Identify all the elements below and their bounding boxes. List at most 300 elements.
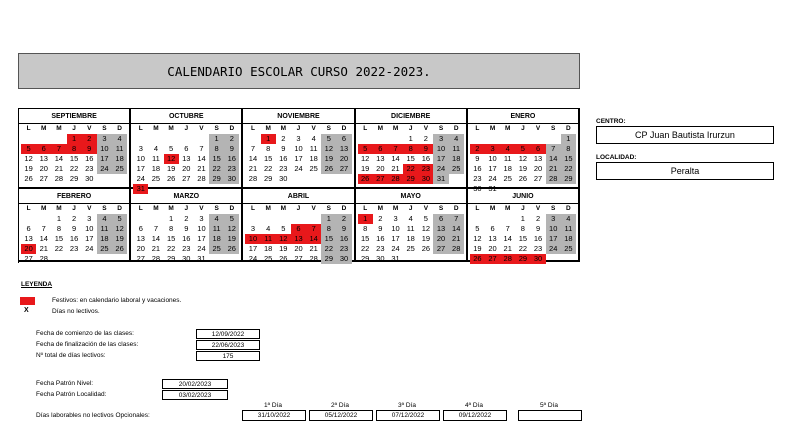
day-cell: 20: [433, 234, 448, 244]
day-cell: 10: [546, 224, 561, 234]
day-cell: 20: [294, 244, 303, 253]
day-cell: 6: [373, 144, 388, 154]
day-cell: 15: [406, 154, 415, 163]
days-grid: [468, 124, 578, 194]
weekday-header: L: [363, 125, 368, 132]
day-cell: 25: [561, 244, 576, 254]
opcional-day-head: 1ª Día: [264, 402, 282, 409]
day-cell: 26: [166, 174, 176, 183]
weekday-header: D: [341, 125, 347, 132]
day-cell: 22: [166, 244, 176, 253]
day-cell: 23: [533, 244, 543, 253]
days-grid: [131, 204, 241, 264]
holiday-swatch: [20, 297, 35, 305]
day-cell: 11: [261, 234, 276, 244]
day-cell: 17: [197, 234, 206, 243]
patron-nivel-value: 20/02/2023: [178, 380, 212, 388]
centro-label: CENTRO:: [596, 118, 626, 125]
day-cell: 31: [433, 174, 448, 184]
weekday-header: L: [26, 125, 31, 132]
day-cell: 8: [520, 224, 525, 233]
day-cell: 10: [197, 224, 206, 233]
day-cell: 3: [485, 144, 500, 154]
day-cell: 20: [488, 244, 497, 253]
weekday-header: L: [363, 205, 368, 212]
day-cell: 8: [363, 224, 368, 233]
day-cell: 7: [51, 144, 66, 154]
empty-cell: [194, 134, 209, 144]
day-cell: 21: [546, 164, 561, 174]
day-cell: 18: [309, 154, 318, 163]
day-cell: 12: [112, 224, 127, 234]
day-cell: 2: [336, 214, 351, 224]
day-cell: 18: [97, 234, 112, 244]
day-cell: 11: [209, 224, 224, 234]
day-cell: 15: [69, 154, 79, 163]
weekday-header: J: [408, 205, 413, 212]
day-cell: 27: [485, 254, 500, 264]
day-cell: 19: [321, 154, 336, 164]
day-cell: 19: [279, 244, 288, 253]
day-cell: 25: [503, 174, 512, 183]
day-cell: 8: [56, 224, 61, 233]
day-cell: 14: [54, 154, 64, 163]
day-cell: 23: [182, 244, 191, 253]
opcional-day-value: 31/10/2022: [257, 412, 291, 419]
day-cell: 12: [361, 154, 370, 163]
day-cell: 26: [470, 254, 485, 264]
day-cell: 4: [112, 134, 127, 144]
weekday-header: L: [250, 125, 255, 132]
day-cell: 5: [475, 224, 480, 233]
day-cell: 8: [321, 224, 336, 234]
weekday-header: M: [56, 125, 62, 132]
day-cell: 28: [151, 254, 161, 263]
weekday-header: M: [265, 125, 271, 132]
month-name: ABRIL: [243, 189, 353, 204]
weekday-header: J: [184, 205, 189, 212]
day-cell: 2: [224, 134, 239, 144]
empty-cell: [261, 214, 276, 224]
day-cell: 29: [209, 174, 224, 184]
empty-cell: [36, 134, 51, 144]
patron-nivel-field: [162, 379, 228, 389]
day-cell: 18: [503, 164, 512, 173]
empty-cell: [148, 134, 163, 144]
day-cell: 12: [421, 224, 431, 233]
centro-value: CP Juan Bautista Irurzun: [635, 130, 735, 140]
day-cell: 24: [294, 164, 303, 173]
opcional-day-field: [309, 410, 373, 421]
day-cell: 13: [433, 224, 448, 234]
day-cell: 7: [449, 214, 464, 224]
day-cell: 13: [533, 154, 543, 163]
day-cell: 15: [209, 154, 224, 164]
day-cell: 14: [306, 234, 321, 244]
weekday-header: V: [87, 125, 92, 132]
day-cell: 25: [97, 244, 112, 254]
day-cell: 1: [321, 214, 336, 224]
day-cell: 8: [403, 144, 418, 154]
day-cell: 1: [56, 214, 61, 223]
weekday-header: S: [551, 205, 556, 212]
calendar-grid: [18, 108, 580, 263]
day-cell: 27: [39, 174, 48, 183]
weekday-header: M: [489, 205, 496, 212]
weekday-header: D: [341, 205, 347, 212]
weekday-header: M: [168, 125, 174, 132]
day-cell: 7: [41, 224, 46, 233]
day-cell: 25: [263, 254, 273, 263]
day-cell: 20: [533, 164, 543, 173]
empty-cell: [36, 214, 51, 224]
comienzo-label: Fecha de comienzo de las clases:: [36, 330, 134, 337]
day-cell: 19: [112, 234, 127, 244]
empty-cell: [546, 134, 561, 144]
day-cell: 23: [336, 244, 351, 254]
day-cell: 4: [97, 214, 112, 224]
day-cell: 18: [561, 234, 576, 244]
day-cell: 11: [561, 224, 576, 234]
day-cell: 1: [520, 214, 525, 223]
patron-nivel-label: Fecha Patrón Nivel:: [36, 380, 94, 387]
day-cell: 6: [490, 224, 495, 233]
day-cell: 25: [112, 164, 127, 174]
empty-cell: [388, 134, 403, 144]
page-title-text: CALENDARIO ESCOLAR CURSO 2022-2023.: [167, 63, 431, 79]
day-cell: 25: [449, 164, 464, 174]
day-cell: 2: [535, 214, 541, 223]
day-cell: 14: [39, 234, 48, 243]
weekday-header: J: [408, 125, 413, 132]
day-cell: 13: [376, 154, 385, 163]
weekday-header: J: [296, 205, 301, 212]
day-cell: 2: [423, 134, 428, 143]
day-cell: 8: [209, 144, 224, 154]
weekday-header: S: [551, 125, 556, 132]
leyenda-festivos: Festivos: en calendario laboral y vacaciones.: [52, 297, 182, 304]
day-cell: 1: [561, 134, 576, 144]
weekday-header: M: [505, 125, 511, 132]
day-cell: 18: [449, 154, 464, 164]
empty-cell: [358, 134, 373, 144]
day-cell: 14: [248, 154, 258, 163]
patron-localidad-label: Fecha Patrón Localidad:: [36, 391, 107, 398]
day-cell: 10: [85, 224, 94, 233]
opcional-day-value: 05/12/2022: [324, 412, 358, 419]
day-cell: 5: [224, 214, 239, 224]
month-junio: [468, 189, 580, 262]
weekday-header: M: [377, 205, 384, 212]
day-cell: 16: [279, 154, 288, 163]
weekday-header: L: [138, 205, 143, 212]
weekday-header: L: [250, 205, 255, 212]
day-cell: 27: [136, 254, 145, 263]
day-cell: 21: [309, 244, 318, 253]
day-cell: 15: [321, 234, 336, 244]
day-cell: 10: [136, 154, 145, 163]
empty-cell: [21, 214, 36, 224]
weekday-header: M: [56, 205, 62, 212]
weekday-header: V: [87, 205, 92, 212]
weekday-header: D: [117, 125, 122, 132]
day-cell: 13: [39, 154, 48, 163]
weekday-header: D: [566, 125, 571, 132]
opcional-day-value: 09/12/2022: [458, 412, 492, 419]
day-cell: 20: [21, 244, 36, 254]
day-cell: 4: [311, 134, 316, 143]
finalizacion-label: Fecha de finalización de las clases:: [36, 341, 139, 348]
weekday-header: S: [102, 205, 107, 212]
day-cell: 6: [26, 224, 31, 233]
opcionales-label: Días laborables no lectivos Opcionales:: [36, 412, 150, 419]
day-cell: 7: [153, 224, 159, 233]
day-cell: 16: [182, 234, 191, 243]
weekday-header: J: [296, 125, 301, 132]
day-cell: 5: [169, 144, 174, 153]
localidad-field: [596, 162, 774, 180]
day-cell: 25: [309, 164, 318, 173]
day-cell: 27: [336, 164, 351, 174]
day-cell: 30: [418, 174, 433, 184]
weekday-header: V: [311, 125, 316, 132]
weekday-header: L: [475, 205, 480, 212]
day-cell: 30: [279, 174, 288, 183]
opcional-day-head: 3ª Día: [398, 402, 416, 409]
month-mayo: [356, 189, 468, 262]
day-cell: 18: [151, 164, 161, 173]
day-cell: 22: [209, 164, 224, 174]
day-cell: 6: [291, 224, 306, 234]
weekday-header: D: [453, 125, 459, 132]
day-cell: 24: [488, 174, 497, 183]
empty-cell: [500, 134, 515, 144]
weekday-header: V: [535, 125, 541, 132]
day-cell: 16: [336, 234, 351, 244]
day-cell: 16: [224, 154, 239, 164]
empty-cell: [148, 214, 163, 224]
empty-cell: [164, 134, 179, 144]
day-cell: 21: [197, 164, 206, 173]
day-cell: 12: [24, 154, 33, 163]
day-cell: 27: [182, 174, 191, 183]
day-cell: 27: [373, 174, 388, 184]
day-cell: 9: [336, 224, 351, 234]
day-cell: 25: [209, 244, 224, 254]
day-cell: 11: [152, 154, 160, 163]
day-cell: 23: [224, 164, 239, 174]
day-cell: 28: [248, 174, 258, 183]
localidad-value: Peralta: [670, 166, 700, 176]
weekday-header: J: [521, 125, 525, 132]
day-cell: 4: [153, 144, 159, 153]
weekday-header: V: [311, 205, 316, 212]
empty-cell: [133, 134, 148, 144]
day-cell: 15: [166, 234, 176, 243]
day-cell: 17: [391, 234, 400, 243]
weekday-header: S: [438, 125, 444, 132]
day-cell: 19: [473, 244, 482, 253]
weekday-header: M: [41, 125, 47, 132]
no-lectivo-symbol: X: [24, 307, 29, 314]
day-cell: 31: [391, 254, 400, 263]
day-cell: 27: [433, 244, 448, 254]
day-cell: 30: [530, 254, 545, 264]
weekday-header: M: [153, 125, 159, 132]
empty-cell: [21, 134, 36, 144]
day-cell: 21: [151, 244, 161, 253]
day-cell: 6: [36, 144, 51, 154]
day-cell: 4: [266, 224, 271, 233]
day-cell: 8: [169, 224, 174, 233]
day-cell: 16: [85, 154, 94, 163]
day-cell: 19: [166, 164, 176, 173]
day-cell: 26: [358, 174, 373, 184]
month-septiembre: [19, 109, 131, 189]
month-name: MARZO: [131, 189, 241, 204]
day-cell: 6: [433, 214, 448, 224]
day-cell: 24: [248, 254, 258, 263]
day-cell: 3: [250, 224, 256, 233]
day-cell: 10: [245, 234, 260, 244]
day-cell: 20: [39, 164, 48, 173]
day-cell: 5: [112, 214, 127, 224]
empty-cell: [515, 134, 530, 144]
day-cell: 9: [184, 224, 189, 233]
day-cell: 31: [133, 184, 148, 194]
empty-cell: [245, 214, 260, 224]
opcional-day-field: [242, 410, 306, 421]
day-cell: 9: [72, 224, 77, 233]
day-cell: 24: [136, 174, 145, 183]
days-grid: [468, 204, 578, 264]
day-cell: 16: [69, 234, 79, 243]
day-cell: 8: [561, 144, 576, 154]
weekday-header: S: [214, 205, 219, 212]
day-cell: 6: [530, 144, 545, 154]
day-cell: 22: [54, 244, 64, 253]
day-cell: 17: [85, 234, 94, 243]
day-cell: 28: [197, 174, 206, 183]
day-cell: 3: [546, 214, 561, 224]
day-cell: 1: [169, 214, 174, 223]
month-diciembre: [356, 109, 468, 189]
day-cell: 25: [151, 174, 161, 183]
weekday-header: M: [265, 205, 271, 212]
day-cell: 19: [518, 164, 528, 173]
day-cell: 29: [166, 254, 176, 263]
total-label: Nº total de días lectivos:: [36, 352, 106, 359]
weekday-header: L: [138, 125, 143, 132]
day-cell: 5: [21, 144, 36, 154]
comienzo-value: 12/09/2022: [211, 330, 245, 338]
empty-cell: [51, 134, 66, 144]
day-cell: 10: [294, 144, 303, 153]
weekday-header: M: [392, 125, 399, 132]
empty-cell: [485, 214, 500, 224]
day-cell: 22: [263, 164, 273, 173]
day-cell: 12: [164, 154, 179, 164]
day-cell: 2: [72, 214, 77, 223]
day-cell: 21: [391, 164, 400, 173]
weekday-header: L: [26, 205, 31, 212]
weekday-header: M: [489, 125, 496, 132]
month-noviembre: [243, 109, 355, 189]
opcional-day-value: 07/12/2022: [391, 412, 425, 419]
day-cell: 23: [376, 244, 385, 253]
day-cell: 23: [473, 174, 482, 183]
day-cell: 23: [69, 244, 79, 253]
weekday-header: D: [229, 205, 235, 212]
day-cell: 8: [67, 144, 82, 154]
patron-localidad-field: [162, 390, 228, 400]
weekday-header: M: [280, 205, 287, 212]
day-cell: 3: [296, 134, 301, 143]
month-name: NOVIEMBRE: [243, 109, 353, 124]
day-cell: 17: [136, 164, 145, 173]
day-cell: 31: [488, 184, 497, 193]
day-cell: 15: [263, 154, 273, 163]
day-cell: 16: [376, 234, 385, 243]
month-enero: [468, 109, 580, 193]
centro-field: [596, 126, 774, 144]
day-cell: 14: [503, 234, 512, 243]
comienzo-field: [196, 329, 260, 339]
weekday-header: V: [199, 125, 204, 132]
day-cell: 28: [388, 174, 403, 184]
day-cell: 18: [112, 154, 127, 164]
day-cell: 31: [197, 254, 206, 263]
day-cell: 24: [97, 164, 112, 174]
days-grid: [356, 204, 466, 264]
weekday-header: M: [41, 205, 47, 212]
opcional-day-field: [376, 410, 440, 421]
page-title: [18, 53, 580, 89]
day-cell: 21: [248, 164, 258, 173]
day-cell: 3: [138, 144, 143, 153]
day-cell: 28: [309, 254, 318, 263]
day-cell: 7: [306, 224, 321, 234]
day-cell: 13: [336, 144, 351, 154]
day-cell: 29: [515, 254, 530, 264]
day-cell: 26: [24, 174, 33, 183]
day-cell: 19: [361, 164, 370, 173]
day-cell: 11: [449, 144, 464, 154]
day-cell: 3: [87, 214, 92, 223]
localidad-label: LOCALIDAD:: [596, 154, 637, 161]
weekday-header: S: [102, 125, 107, 132]
day-cell: 19: [224, 234, 239, 244]
day-cell: 4: [209, 214, 224, 224]
weekday-header: M: [505, 205, 511, 212]
day-cell: 5: [515, 144, 530, 154]
empty-cell: [470, 214, 485, 224]
day-cell: 23: [279, 164, 288, 173]
day-cell: 27: [533, 174, 543, 183]
weekday-header: J: [184, 125, 189, 132]
day-cell: 11: [406, 224, 415, 233]
empty-cell: [306, 214, 321, 224]
day-cell: 9: [82, 144, 97, 154]
days-grid: [19, 124, 129, 184]
empty-cell: [485, 134, 500, 144]
day-cell: 10: [391, 224, 400, 233]
weekday-header: L: [475, 125, 480, 132]
weekday-header: S: [214, 125, 219, 132]
day-cell: 11: [97, 224, 112, 234]
month-marzo: [131, 189, 243, 262]
empty-cell: [245, 134, 260, 144]
